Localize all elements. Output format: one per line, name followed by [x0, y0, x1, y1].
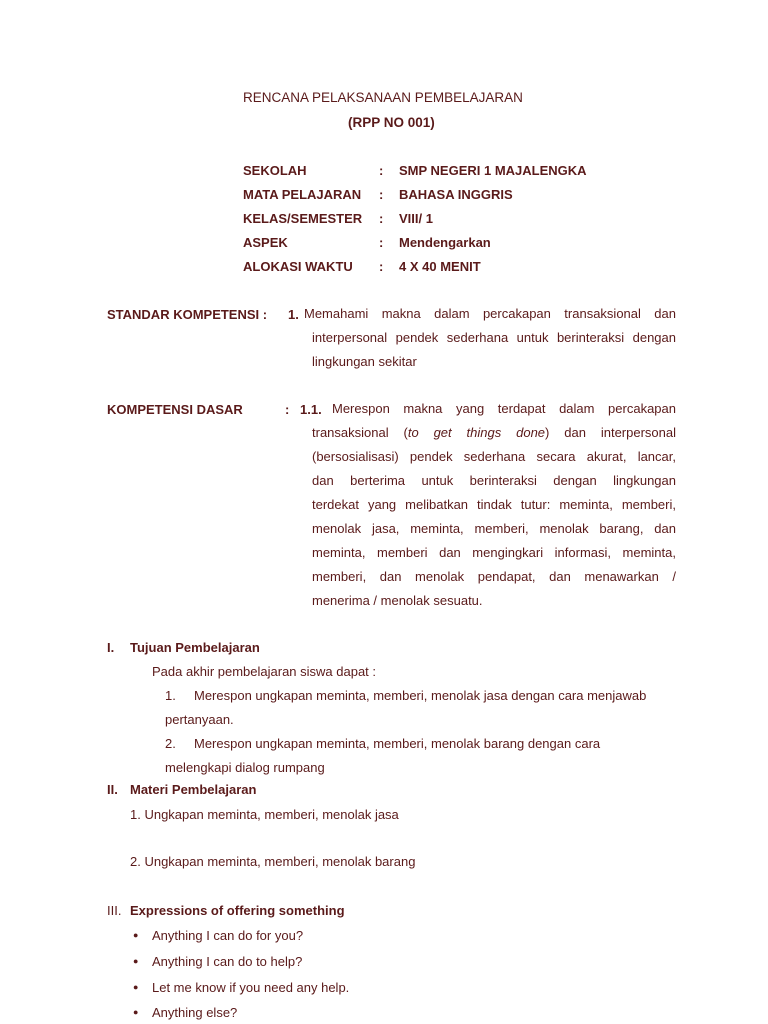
kompetensi-line: (bersosialisasi) pendek sederhana secara akurat, lancar, — [312, 449, 676, 464]
section-title-expressions: Expressions of offering something — [130, 903, 345, 918]
list-item-continuation: melengkapi dialog rumpang — [165, 760, 325, 775]
section-title-tujuan: Tujuan Pembelajaran — [130, 640, 260, 655]
standar-line: Memahami makna dalam percakapan transaksional dan — [304, 306, 676, 321]
tujuan-intro: Pada akhir pembelajaran siswa dapat : — [152, 664, 377, 679]
identity-colon: : — [379, 187, 384, 202]
kompetensi-line: Merespon makna yang terdapat dalam percakapan — [332, 401, 676, 416]
identity-value: 4 X 40 MENIT — [399, 259, 481, 274]
identity-label: SEKOLAH — [243, 163, 307, 178]
list-number: 1. — [165, 688, 176, 703]
kompetensi-dasar-label: KOMPETENSI DASAR — [107, 402, 243, 417]
identity-colon: : — [379, 259, 384, 274]
list-item-continuation: pertanyaan. — [165, 712, 234, 727]
bullet-text: Let me know if you need any help. — [152, 980, 350, 995]
document-title: RENCANA PELAKSANAAN PEMBELAJARAN — [243, 90, 523, 105]
bullet-item — [0, 954, 768, 974]
standar-kompetensi-label: STANDAR KOMPETENSI : — [107, 307, 268, 322]
bullet-item — [0, 980, 768, 1000]
kompetensi-line: terdekat yang melibatkan tindak tutur: meminta, memberi, — [312, 497, 676, 512]
bullet-item — [0, 928, 768, 948]
identity-colon: : — [379, 211, 384, 226]
standar-number: 1. — [288, 307, 299, 322]
identity-label: MATA PELAJARAN — [243, 187, 362, 202]
kompetensi-line: menerima / menolak sesuatu. — [312, 593, 483, 608]
identity-value: BAHASA INGGRIS — [399, 187, 513, 202]
identity-label: KELAS/SEMESTER — [243, 211, 363, 226]
section-numeral: II. — [107, 782, 118, 797]
section-numeral: III. — [107, 903, 122, 918]
identity-colon: : — [379, 235, 384, 250]
bullet-text: Anything I can do for you? — [152, 928, 304, 943]
kompetensi-line — [312, 421, 676, 445]
list-item: Merespon ungkapan meminta, memberi, menolak jasa dengan cara menjawab — [194, 688, 647, 703]
kompetensi-italic-text: to get things done — [407, 425, 546, 440]
kompetensi-line: memberi, dan menolak pendapat, dan menawarkan / — [312, 569, 676, 584]
section-title-materi: Materi Pembelajaran — [130, 782, 257, 797]
standar-line: lingkungan sekitar — [312, 354, 417, 369]
bullet-dot-icon: ● — [133, 982, 139, 992]
bullet-dot-icon: ● — [133, 956, 139, 966]
standar-line: interpersonal pendek sederhana untuk berinteraksi dengan — [312, 330, 676, 345]
identity-label: ASPEK — [243, 235, 288, 250]
section-numeral: I. — [107, 640, 115, 655]
list-item: Merespon ungkapan meminta, memberi, menolak barang dengan cara — [194, 736, 601, 751]
identity-colon: : — [379, 163, 384, 178]
bullet-dot-icon: ● — [133, 1007, 139, 1017]
materi-item: 1. Ungkapan meminta, memberi, menolak jasa — [130, 807, 399, 822]
materi-item: 2. Ungkapan meminta, memberi, menolak barang — [130, 854, 416, 869]
identity-value: Mendengarkan — [399, 235, 491, 250]
bullet-text: Anything else? — [152, 1005, 238, 1020]
kompetensi-line: dan berterima untuk berinteraksi dengan lingkungan — [312, 473, 676, 488]
kompetensi-colon: : — [285, 402, 290, 417]
identity-value: VIII/ 1 — [399, 211, 433, 226]
identity-label: ALOKASI WAKTU — [243, 259, 353, 274]
kompetensi-text: ) dan interpersonal — [545, 425, 676, 440]
kompetensi-line: meminta, memberi dan mengingkari informasi, meminta, — [312, 545, 676, 560]
document-subtitle: (RPP NO 001) — [348, 115, 435, 130]
bullet-dot-icon: ● — [133, 930, 139, 940]
bullet-text: Anything I can do to help? — [152, 954, 303, 969]
kompetensi-line: menolak jasa, meminta, memberi, menolak barang, dan — [312, 521, 676, 536]
identity-value: SMP NEGERI 1 MAJALENGKA — [399, 163, 587, 178]
kompetensi-number: 1.1. — [300, 402, 322, 417]
bullet-item — [0, 1005, 768, 1024]
list-number: 2. — [165, 736, 176, 751]
kompetensi-text: transaksional ( — [312, 425, 408, 440]
